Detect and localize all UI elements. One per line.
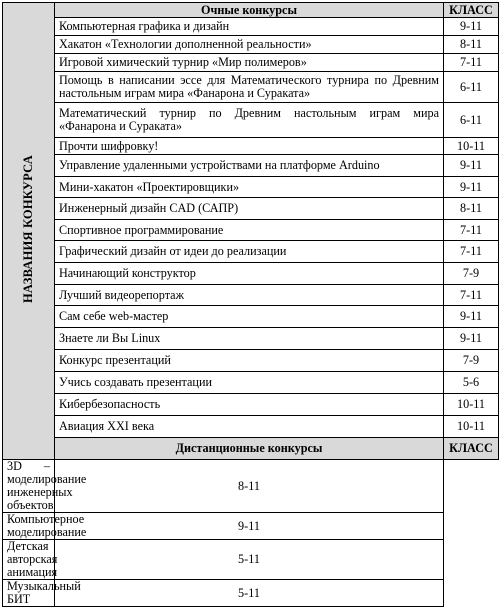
competition-name: Инженерный дизайн CAD (САПР) (55, 198, 444, 220)
section-header-row (3, 3, 499, 18)
competition-grade: 7-11 (444, 285, 499, 306)
table-row (3, 306, 499, 328)
competition-grade: 8-11 (444, 36, 499, 54)
table-row (3, 580, 499, 607)
competition-name: Лучший видеорепортаж (55, 285, 444, 306)
competition-grade: 10-11 (444, 394, 499, 416)
competition-grade: 9-11 (55, 513, 444, 540)
table-row (3, 416, 499, 438)
table-row (3, 540, 499, 580)
competition-grade: 8-11 (55, 460, 444, 513)
table-row (3, 54, 499, 72)
competition-name: Авиация XXI века (55, 416, 444, 438)
table-row (3, 18, 499, 36)
competition-name: Компьютерное моделирование (3, 513, 55, 540)
side-label: НАЗВАНИЯ КОНКУРСА (21, 155, 35, 304)
table-row (3, 36, 499, 54)
competition-grade: 5-11 (55, 540, 444, 580)
competitions-table (2, 2, 499, 607)
table-row (3, 103, 499, 138)
competitions-table-body (3, 3, 499, 607)
competition-grade: 5-6 (444, 372, 499, 394)
table-row (3, 198, 499, 220)
competition-grade: 7-9 (444, 263, 499, 285)
competition-name: Музыкальный БИТ (3, 580, 55, 607)
competition-grade: 5-11 (55, 580, 444, 607)
table-row (3, 460, 499, 513)
competition-name: 3D –моделирование инженерных объектов (3, 460, 55, 513)
competition-grade: 10-11 (444, 416, 499, 438)
grade-header: КЛАСС (444, 438, 499, 460)
competition-name: Управление удаленными устройствами на платформе Arduino (55, 155, 444, 177)
competition-name: Игровой химический турнир «Мир полимеров» (55, 54, 444, 72)
competition-name: Мини-хакатон «Проектировщики» (55, 177, 444, 198)
competition-name: Математический турнир по Древним настольным играм мира «Фанарона и Сураката» (55, 103, 444, 138)
competition-name: Кибербезопасность (55, 394, 444, 416)
competition-grade: 6-11 (444, 72, 499, 103)
competition-name: Спортивное программирование (55, 220, 444, 241)
competition-grade: 9-11 (444, 18, 499, 36)
competition-name: Прочти шифровку! (55, 138, 444, 155)
competition-name: Помощь в написании эссе для Математического турнира по Древним настольным играм мира «Фанарона и Сураката» (55, 72, 444, 103)
table-row (3, 328, 499, 350)
table-row (3, 241, 499, 263)
competition-name: Знаете ли Вы Linux (55, 328, 444, 350)
competition-grade: 10-11 (444, 138, 499, 155)
table-row (3, 72, 499, 103)
table-row (3, 138, 499, 155)
table-row (3, 220, 499, 241)
competition-grade: 9-11 (444, 306, 499, 328)
table-row (3, 350, 499, 372)
table-row (3, 177, 499, 198)
table-row (3, 394, 499, 416)
competition-name: Хакатон «Технологии дополненной реальности» (55, 36, 444, 54)
table-row (3, 513, 499, 540)
competition-grade: 6-11 (444, 103, 499, 138)
competition-grade: 9-11 (444, 177, 499, 198)
competition-name: Компьютерная графика и дизайн (55, 18, 444, 36)
grade-header: КЛАСС (444, 3, 499, 18)
competition-grade: 8-11 (444, 198, 499, 220)
competition-name: Учись создавать презентации (55, 372, 444, 394)
table-row (3, 263, 499, 285)
competition-name: Конкурс презентаций (55, 350, 444, 372)
table-row (3, 155, 499, 177)
competition-grade: 7-9 (444, 350, 499, 372)
section-title: Дистанционные конкурсы (55, 438, 444, 460)
side-label-cell (3, 3, 55, 460)
table-row (3, 372, 499, 394)
competition-name: Детская авторская анимация (3, 540, 55, 580)
table-row (3, 285, 499, 306)
competition-name: Начинающий конструктор (55, 263, 444, 285)
competition-name: Графический дизайн от идеи до реализации (55, 241, 444, 263)
competition-grade: 9-11 (444, 155, 499, 177)
competition-grade: 9-11 (444, 328, 499, 350)
competition-grade: 7-11 (444, 54, 499, 72)
competition-name: Сам себе web-мастер (55, 306, 444, 328)
competition-grade: 7-11 (444, 241, 499, 263)
section-header-row (3, 438, 499, 460)
section-title: Очные конкурсы (55, 3, 444, 18)
competition-grade: 7-11 (444, 220, 499, 241)
